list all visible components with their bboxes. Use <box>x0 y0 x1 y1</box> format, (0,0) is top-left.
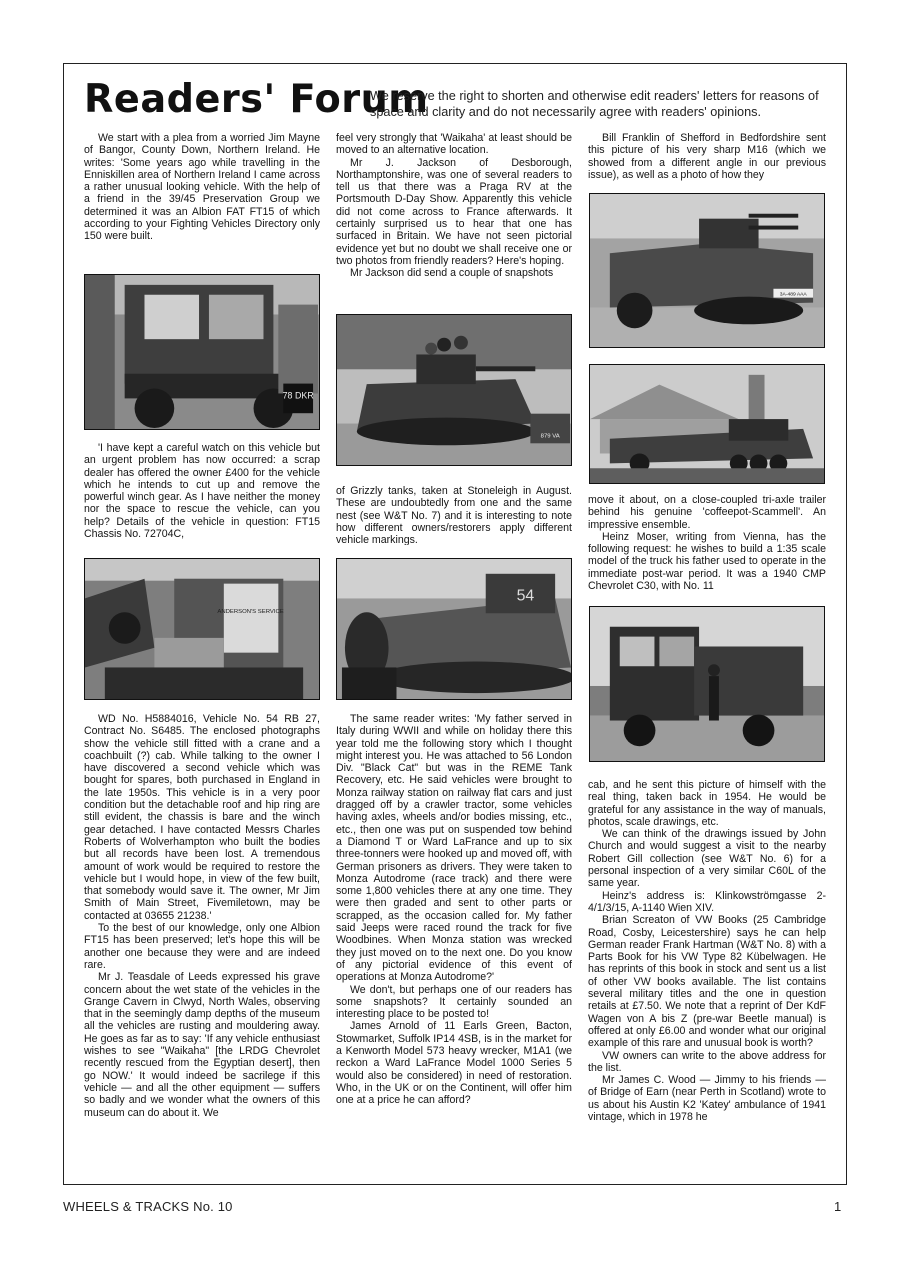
albion-plate-text: 78 DKR <box>282 390 314 401</box>
page-title: Readers' Forum <box>84 77 429 122</box>
footer-publication: WHEELS & TRACKS No. 10 <box>63 1199 233 1214</box>
paragraph: Heinz Moser, writing from Vienna, has the following request: he wishes to build a 1:35 scale model of the truck his father used to operate in the immediate post-war period. It was a 1940 CMP Chevrolet C30, with No. 11 <box>588 530 826 593</box>
grizzly-plate-text: 879 VA <box>540 433 560 440</box>
col2-text-block2 <box>336 485 572 545</box>
photo-albion-truck-crane <box>84 558 320 700</box>
photo-m16-on-trailer <box>589 364 825 484</box>
grizzly-tank-crowd-image <box>337 315 571 465</box>
paragraph: Mr James C. Wood — Jimmy to his friends — of Bridge of Earn (near Perth in Scotland) wrote to us about his Austin K2 'Katey' ambulance of 1941 vintage, which in 1978 he <box>588 1074 826 1124</box>
col1-text-block3 <box>84 713 320 1173</box>
paragraph: James Arnold of 11 Earls Green, Bacton, Stowmarket, Suffolk IP14 4SB, is in the market for a Kenworth Model 573 heavy wrecker, M1A1 (we reckon a Ward LaFrance Model 1000 Series 5 would also be considered) in need of restoration. Who, in the UK or on the Continent, will offer him one at a price he can afford? <box>336 1020 572 1107</box>
cmp-chevrolet-image <box>590 607 824 761</box>
col1-text-block1 <box>84 132 320 262</box>
paragraph: feel very strongly that 'Waikaha' at least should be moved to an alternative location. <box>336 132 572 157</box>
col2-text-block3 <box>336 713 572 1173</box>
paragraph: We start with a plea from a worried Jim Mayne of Bangor, County Down, Northern Ireland. He writes: 'Some years ago while travelling in the Enniskillen area of Northern Ireland I came across a rather unusual looking vehicle. With the help of a friend in the 39/45 Preservation Group we determined it was an Albion FAT FT15 of which according to your Fighting Vehicles Directory only 150 were built. <box>84 132 320 243</box>
m16-trailer-image <box>590 365 824 483</box>
photo-grizzly-tank-man <box>336 558 572 700</box>
col3-text-block2 <box>588 494 826 600</box>
paragraph: Mr J. Jackson of Desborough, Northamptonshire, was one of several readers to tell us that there was a Praga RV at the Portsmouth D-Day Show. Apparently this vehicle did not come across to France afterwards. It certainly surprised us to hear that one has surfaced in Britain. We have not seen pictorial evidence yet but no doubt we shall receive one or two photos from friendly readers? Here's hoping. <box>336 156 572 267</box>
paragraph: Bill Franklin of Shefford in Bedfordshire sent this picture of his very sharp M16 (which we showed from a different angle in our previous issue), as well as a photo of how they <box>588 132 826 181</box>
tank-turret-text: 54 <box>516 587 535 605</box>
photo-cmp-chevrolet <box>589 606 825 762</box>
m16-plate-text: 3A-489 AAA <box>779 292 807 298</box>
photo-m16-halftrack <box>589 193 825 348</box>
paragraph: We don't, but perhaps one of our readers has some snapshots? It certainly sounded an interesting place to be posted to! <box>336 983 572 1021</box>
paragraph: Heinz's address is: Klinkowströmgasse 2-4/1/3/15, A-1140 Wien XIV. <box>588 889 826 914</box>
paragraph: cab, and he sent this picture of himself with the real thing, taken back in 1954. He would be grateful for any assistance in the way of manuals, photos, scale drawings, etc. <box>588 779 826 828</box>
crane-sign-text: ANDERSON'S SERVICE <box>217 609 284 616</box>
paragraph: Brian Screaton of VW Books (25 Cambridge Road, Cosby, Leicestershire) says he can help German reader Frank Hartman (W&T No. 8) with a Parts Book for his VW Type 82 Kübelwagen. He has reprints of this book in stock and sent us a list of other VW books available. The list contains several military titles and the one in question retails at £7.50. We note that a reprint of Der KdF Wagen von A bis Z (pre-war Beetle manual) is offered at only £6.00 and wonder what our original example of this rare and unusual book is worth? <box>588 914 826 1050</box>
albion-truck-front-image <box>85 275 319 429</box>
photo-albion-truck-front <box>84 274 320 430</box>
paragraph: We can think of the drawings issued by John Church and would suggest a visit to the nearby Robert Gill collection (see W&T No. 6) for a personal inspection of a very similar C60L of the same year. <box>588 828 826 890</box>
grizzly-tank-man-image <box>337 559 571 699</box>
paragraph: of Grizzly tanks, taken at Stoneleigh in August. These are undoubtedly from one and the same nest (see W&T No. 7) and it is interesting to note how different owners/restorers apply different vehicle markings. <box>336 485 572 545</box>
m16-halftrack-image <box>590 194 824 347</box>
paragraph: The same reader writes: 'My father served in Italy during WWII and while on holiday there this year told me the following story which I thought might interest you. He was attached to 56 London Div. "Black Cat" but was in the REME Tank Recovery, etc. He said vehicles were brought to Monza railway station on railway flat cars and just dragged off by a crawler tractor, some vehicles having axles, wheels and/or bodies missing, etc., etc., then one was put on suspended tow behind a Diamond T or Ward LaFrance and up to six three-tonners were hooked up and moved off, with German prisoners as drivers. They were taken to Monza Autodrome (race track) and there were some 1,800 vehicles there at any one time. They were then graded and sent to other parts or scrapped, as the occasion called for. My father said Jeeps were raced round the track for five Woodbines. When Monza station was wrecked they just moved on to the next one. Do you know of any pictorial evidence of this event of operations at Monza Autodrome?' <box>336 713 572 984</box>
footer-page-number: 1 <box>834 1199 842 1214</box>
paragraph: WD No. H5884016, Vehicle No. 54 RB 27, Contract No. S6485. The enclosed photographs show the vehicle still fitted with a crane and a coachbuilt (?) cab. While talking to the owner I have discovered a second vehicle which was bought for spares, both purchased in England in the late 1950s. This vehicle is in a very poor condition but the detachable roof and hip ring are still evident, the chassis is bare and the winch gear detached. I have contacted Messrs Charles Roberts of Wolverhampton who built the bodies but all records have been lost. A tremendous amount of work would be required to restore the vehicle but I would hope, in view of the few built, that somebody would save it. The owner, Mr Jim Smith of Main Street, Fivemiletown, may be contacted at 03655 21238.' <box>84 713 320 922</box>
paragraph: To the best of our knowledge, only one Albion FT15 has been preserved; let's hope this will be another one because they were and are indeed rare. <box>84 922 320 971</box>
editorial-disclaimer: We reserve the right to shorten and otherwise edit readers' letters for reasons of space and clarity and do not necessarily agree with readers' opinions. <box>370 89 819 119</box>
paragraph: Mr J. Teasdale of Leeds expressed his grave concern about the wet state of the vehicles in the Grange Cavern in Clwyd, North Wales, observing that in the seemingly damp depths of the museum all the vehicles are rusting and mouldering away. He goes as far as to say: 'If any vehicle enthusiast wishes to see "Waikaha" [the LRDG Chevrolet recently rescued from the Egyptian desert], then go NOW.' It would indeed be sacrilege if this vehicle — and all the other equipment — suffers so badly and we wonder what the owners of this museum can do about it. We <box>84 971 320 1119</box>
col3-text-block1 <box>588 132 826 184</box>
paragraph: Mr Jackson did send a couple of snapshots <box>350 267 554 280</box>
paragraph: 'I have kept a careful watch on this vehicle but an urgent problem has now occurred: a scrap dealer has offered the owner £400 for the vehicle which he intends to cut up and remove the powerful winch gear. As I have neither the money nor the space to rescue the vehicle, can you help? Details of the vehicle in question: FT15 Chassis No. 72704C, <box>84 442 320 541</box>
col2-text-block1 <box>336 132 572 307</box>
albion-crane-image <box>85 559 319 699</box>
col3-text-block3 <box>588 779 826 1174</box>
paragraph: move it about, on a close-coupled tri-axle trailer behind his genuine 'coffeepot-Scammell'. An impressive ensemble. <box>588 494 826 531</box>
col1-text-block2 <box>84 442 320 548</box>
paragraph: VW owners can write to the above address for the list. <box>588 1049 826 1074</box>
photo-grizzly-tank-crowd <box>336 314 572 466</box>
